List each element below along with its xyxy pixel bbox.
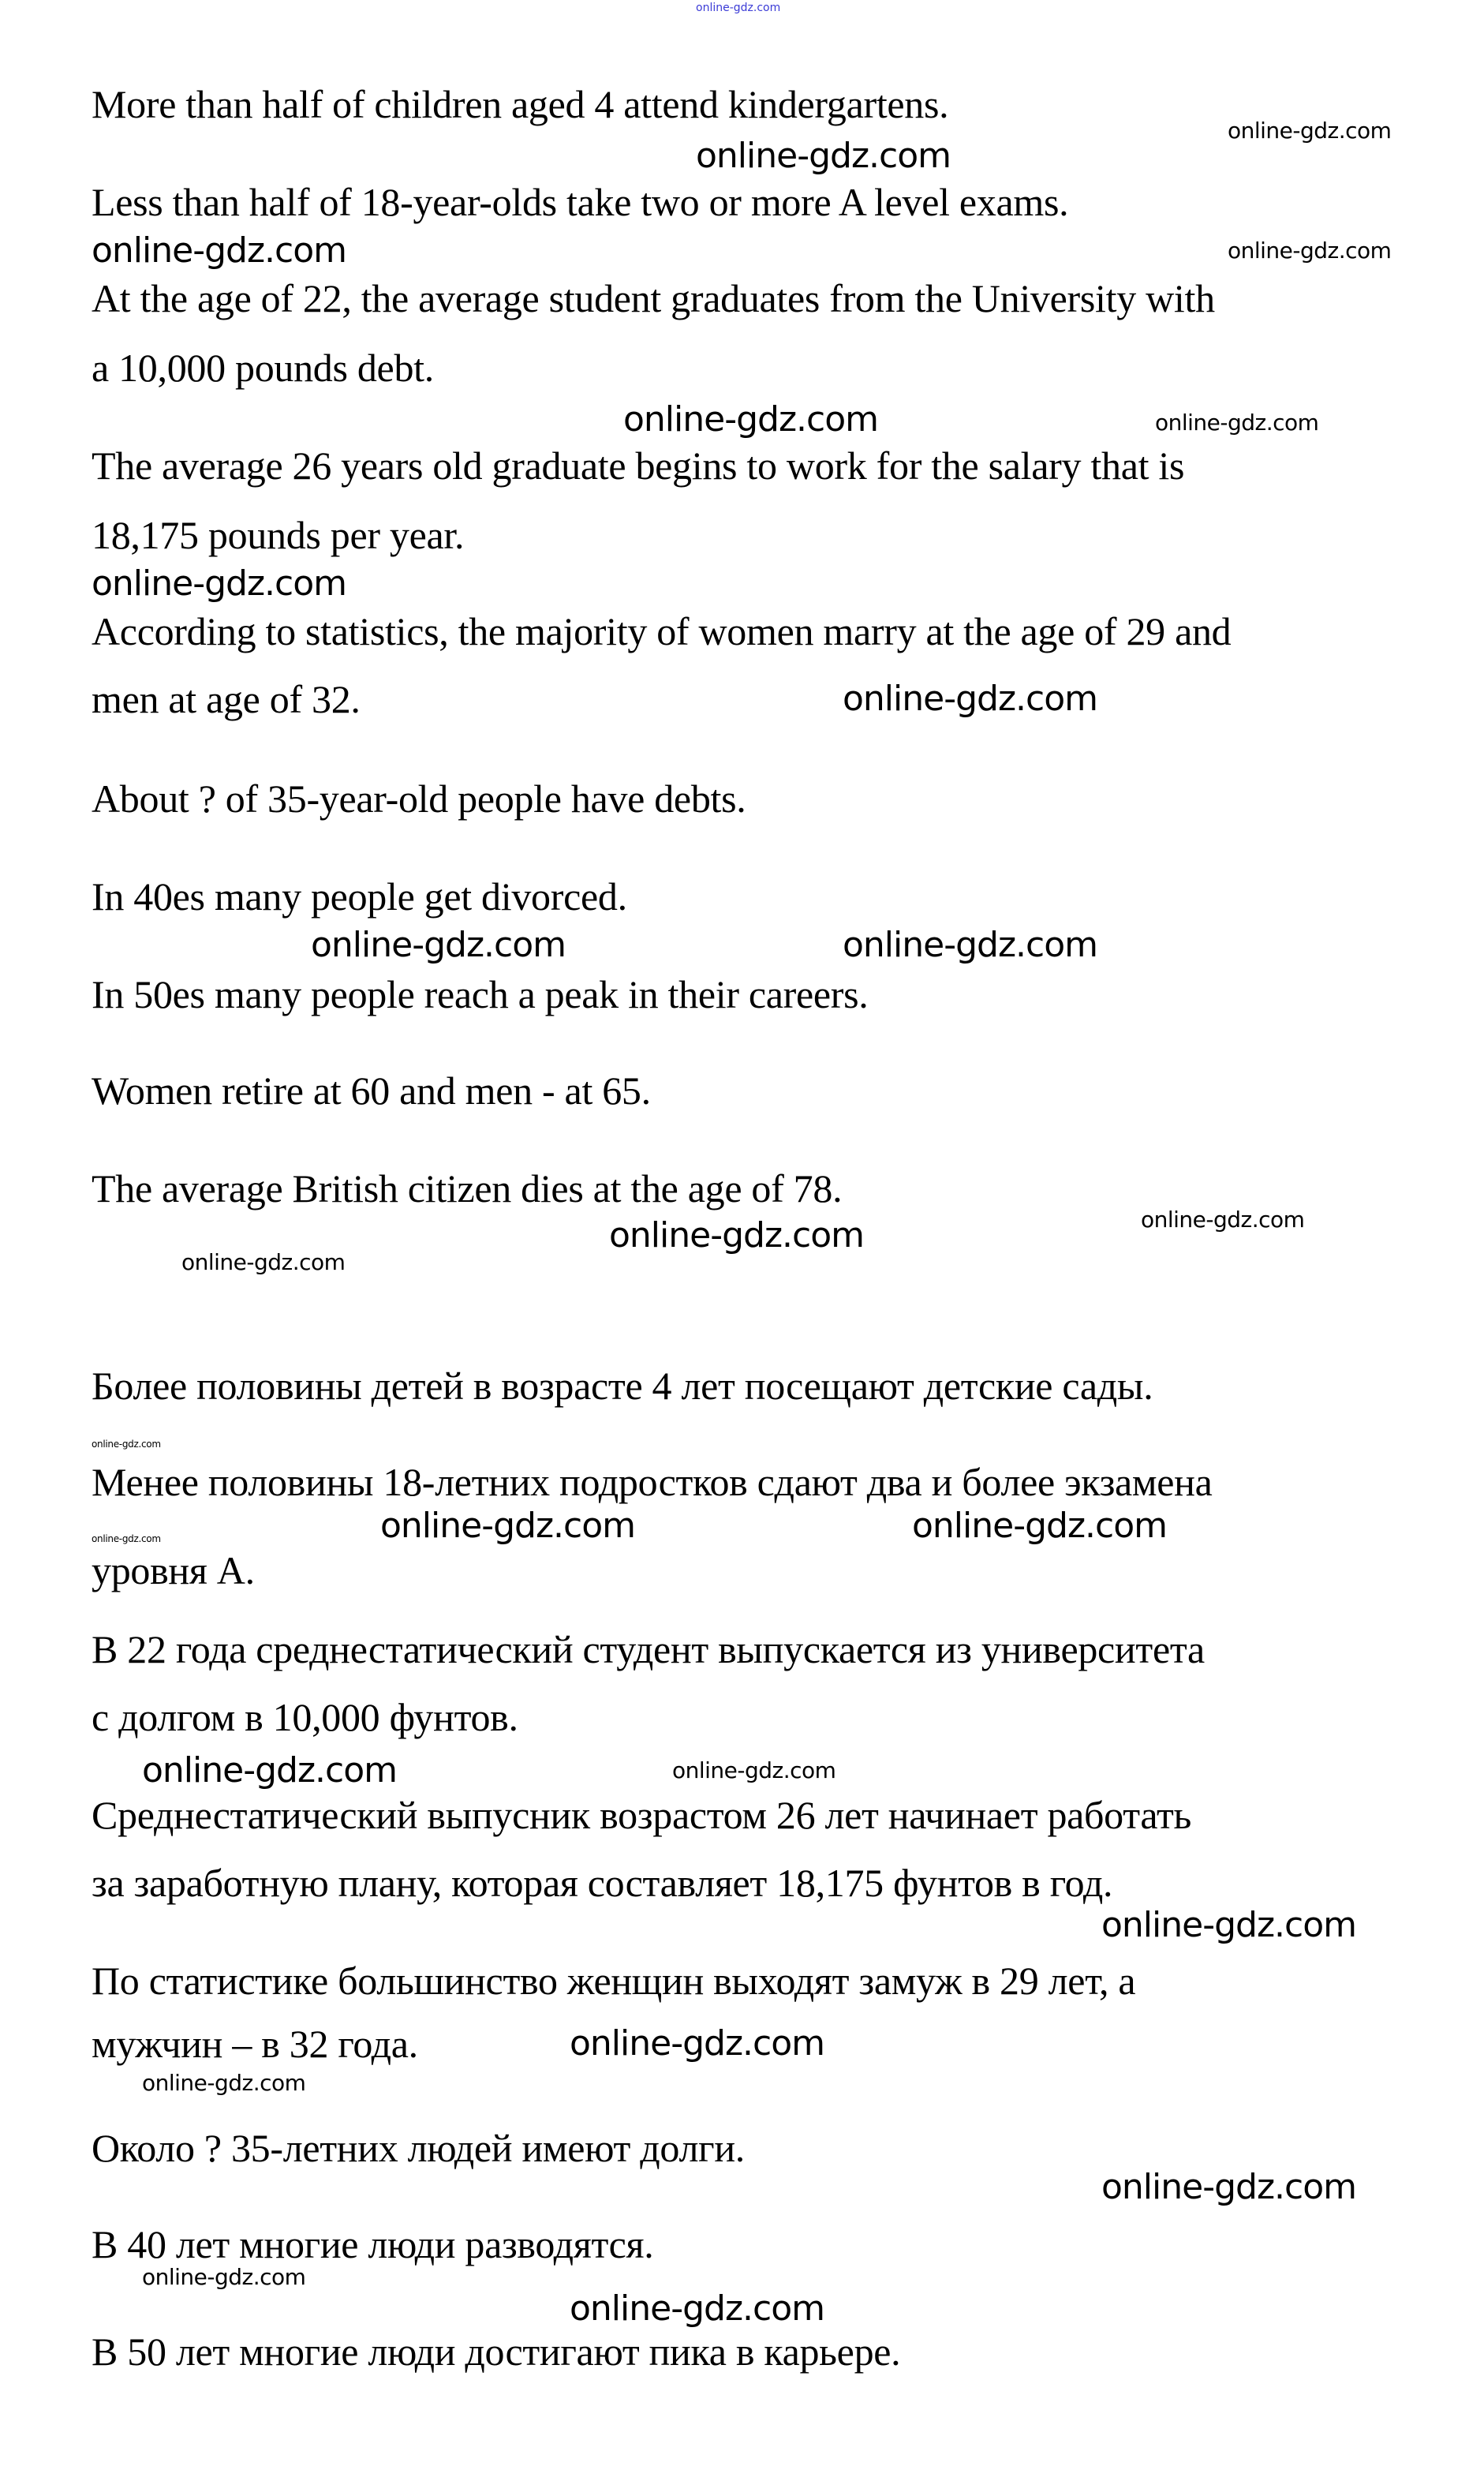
russian-line: мужчин – в 32 года. [92,2022,418,2066]
watermark: online-gdz.com [623,399,879,440]
watermark: online-gdz.com [609,1215,865,1255]
russian-line: уровня А. [92,1548,255,1592]
english-line: According to statistics, the majority of women marry at the age of 29 and [92,609,1232,653]
watermark: online-gdz.com [1101,2167,1357,2207]
russian-line: Менее половины 18-летних подростков сдают два и более экзамена [92,1460,1213,1504]
watermark: online-gdz.com [142,1750,398,1791]
watermark: online-gdz.com [92,563,347,604]
top-watermark: online-gdz.com [696,2,781,14]
watermark: online-gdz.com [142,2070,306,2096]
russian-line: Около ? 35-летних людей имеют долги. [92,2126,745,2170]
watermark: online-gdz.com [92,230,347,271]
watermark: online-gdz.com [570,2023,825,2064]
watermark: online-gdz.com [1141,1207,1305,1233]
watermark: online-gdz.com [1101,1905,1357,1945]
russian-line: По статистике большинство женщин выходят замуж в 29 лет, а [92,1959,1136,2003]
english-line: a 10,000 pounds debt. [92,346,434,390]
russian-line: Более половины детей в возрасте 4 лет посещают детские сады. [92,1364,1153,1408]
english-line: The average 26 years old graduate begins to work for the salary that is [92,443,1185,488]
watermark: online-gdz.com [311,925,566,965]
russian-line: В 40 лет многие люди разводятся. [92,2222,654,2266]
watermark: online-gdz.com [1155,410,1319,436]
english-line: The average British citizen dies at the age of 78. [92,1166,843,1211]
english-line: men at age of 32. [92,677,361,721]
watermark: online-gdz.com [912,1506,1168,1546]
russian-line: Среднестатический выпусник возрастом 26 лет начинает работать [92,1793,1192,1837]
watermark: online-gdz.com [181,1249,346,1275]
english-line: In 40es many people get divorced. [92,874,627,919]
russian-line: с долгом в 10,000 фунтов. [92,1695,518,1739]
watermark: online-gdz.com [380,1506,636,1546]
watermark: online-gdz.com [92,1439,161,1450]
english-line: At the age of 22, the average student graduates from the University with [92,276,1215,320]
watermark: online-gdz.com [843,925,1098,965]
english-line: 18,175 pounds per year. [92,513,465,557]
english-line: Less than half of 18-year-olds take two or more A level exams. [92,180,1069,224]
english-line: More than half of children aged 4 attend kindergartens. [92,82,949,126]
english-line: In 50es many people reach a peak in their careers. [92,972,869,1016]
russian-line: В 22 года среднестатический студент выпускается из университета [92,1627,1205,1671]
watermark: online-gdz.com [843,679,1098,719]
watermark: online-gdz.com [1228,118,1392,144]
english-line: Women retire at 60 and men - at 65. [92,1068,651,1113]
watermark: online-gdz.com [672,1757,836,1783]
watermark: online-gdz.com [142,2264,306,2290]
russian-line: В 50 лет многие люди достигают пика в карьере. [92,2329,901,2374]
watermark: online-gdz.com [1228,238,1392,264]
russian-line: за заработную плану, которая составляет 18,175 фунтов в год. [92,1861,1113,1905]
english-line: About ? of 35-year-old people have debts. [92,776,746,821]
watermark: online-gdz.com [696,136,951,176]
watermark: online-gdz.com [92,1533,161,1544]
watermark: online-gdz.com [570,2288,825,2329]
